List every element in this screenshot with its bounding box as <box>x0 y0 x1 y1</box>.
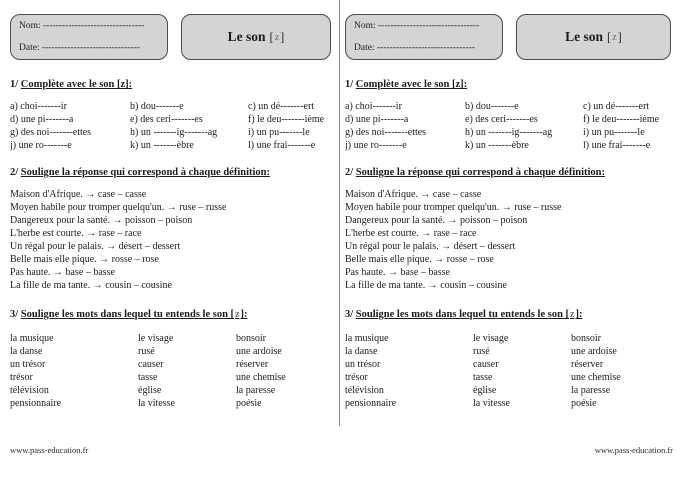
definition-line: Dangereux pour la santé. → poisson – poison <box>10 215 193 226</box>
worksheet-copy-right <box>339 0 679 480</box>
word-item: bonsoir <box>571 333 601 344</box>
exercise3-title-post: ]: <box>575 309 583 320</box>
exercise2-title: Souligne la réponse qui correspond à chaque définition: <box>20 167 271 178</box>
phoneme-symbol: z <box>612 31 617 43</box>
fill-in-item: b) dou-------e <box>130 101 184 112</box>
word-item: télévision <box>345 385 384 396</box>
definition-line: L'herbe est courte. → rase – race <box>345 228 477 239</box>
fill-in-item: c) un dé-------ert <box>583 101 650 112</box>
word-item: rusé <box>138 346 155 357</box>
exercise3-title <box>356 309 583 320</box>
fill-in-item: e) des ceri-------es <box>465 114 538 125</box>
phoneme-bracket-close: ] <box>280 29 285 44</box>
fill-in-item: d) une pi-------a <box>345 114 409 125</box>
word-item: la danse <box>345 346 378 357</box>
worksheet-header <box>345 14 671 60</box>
phoneme-bracket-close: ] <box>617 29 622 44</box>
exercise2-title: Souligne la réponse qui correspond à chaque définition: <box>355 167 606 178</box>
exercise3-words <box>345 332 671 410</box>
definition-line: Belle mais elle pique. → rosse – rose <box>10 254 159 265</box>
word-item: un trésor <box>10 359 46 370</box>
phoneme-bracket-open: [ <box>269 29 274 44</box>
fill-in-item: k) un -------èbre <box>130 140 194 151</box>
word-item: la danse <box>10 346 43 357</box>
exercise1-title: Complète avec le son [z]: <box>20 79 133 90</box>
date-field: Date: ------------------------------- <box>354 43 476 53</box>
exercise1-title: Complète avec le son [z]: <box>355 79 468 90</box>
exercise1-number: 1/ <box>345 79 354 90</box>
fill-in-item: g) des noi-------ettes <box>10 127 92 138</box>
word-item: une chemise <box>571 372 621 383</box>
fill-in-item: c) un dé-------ert <box>248 101 315 112</box>
worksheet-title-box <box>181 14 331 60</box>
word-item: causer <box>138 359 164 370</box>
definition-line: Maison d'Afrique. → case – casse <box>345 189 482 200</box>
exercise2-number: 2/ <box>345 167 354 178</box>
word-item: pensionnaire <box>10 398 62 409</box>
fill-in-item: a) choi-------ir <box>10 101 67 112</box>
exercise3-number: 3/ <box>10 309 19 320</box>
fill-in-item: l) une frai-------e <box>248 140 316 151</box>
exercise1-items <box>345 100 671 152</box>
exercise3-heading <box>10 309 331 320</box>
date-field: Date: ------------------------------- <box>19 43 141 53</box>
phoneme-symbol: z <box>235 309 240 320</box>
word-item: la musique <box>10 333 54 344</box>
fill-in-item: d) une pi-------a <box>10 114 74 125</box>
exercise2-number: 2/ <box>10 167 19 178</box>
fill-in-item: e) des ceri-------es <box>130 114 203 125</box>
definition-line: Moyen habile pour tromper quelqu'un. → ruse – russe <box>345 202 562 213</box>
word-item: le visage <box>138 333 174 344</box>
definition-line: La fille de ma tante. → cousin – cousine <box>10 280 172 291</box>
fill-in-item: h) un -------ig-------ag <box>465 127 553 138</box>
word-item: église <box>473 385 497 396</box>
fill-in-item: j) une ro-------e <box>345 140 407 151</box>
definition-line: Pas haute. → base – basse <box>345 267 450 278</box>
definition-line: Belle mais elle pique. → rosse – rose <box>345 254 494 265</box>
word-item: tasse <box>138 372 158 383</box>
exercise1-items <box>10 100 331 152</box>
word-item: un trésor <box>345 359 381 370</box>
word-item: poésie <box>236 398 262 409</box>
phoneme-symbol: z <box>570 309 575 320</box>
worksheet-header <box>10 14 331 60</box>
exercise1-heading <box>10 79 331 90</box>
fill-in-item: j) une ro-------e <box>10 140 72 151</box>
definition-line: Maison d'Afrique. → case – casse <box>10 189 147 200</box>
fill-in-item: i) un pu-------le <box>248 127 310 138</box>
word-item: trésor <box>345 372 368 383</box>
word-item: réserver <box>571 359 604 370</box>
definition-line: La fille de ma tante. → cousin – cousine <box>345 280 507 291</box>
exercise3-number: 3/ <box>345 309 354 320</box>
exercise1-heading <box>345 79 671 90</box>
word-item: trésor <box>10 372 33 383</box>
definition-line: Moyen habile pour tromper quelqu'un. → ruse – russe <box>10 202 227 213</box>
worksheet-title: Le son <box>565 29 604 44</box>
exercise2-heading <box>345 167 671 178</box>
exercise2-heading <box>10 167 331 178</box>
word-item: pensionnaire <box>345 398 397 409</box>
phoneme-symbol: z <box>274 31 280 43</box>
exercise3-title-post: ]: <box>240 309 248 320</box>
exercise3-title <box>21 309 248 320</box>
word-item: réserver <box>236 359 269 370</box>
worksheet-title-box <box>516 14 671 60</box>
fill-in-item: f) le deu-------ième <box>583 114 660 125</box>
nom-field: Nom: -------------------------------- <box>354 21 480 31</box>
nom-field: Nom: -------------------------------- <box>19 21 145 31</box>
word-item: la paresse <box>571 385 611 396</box>
word-item: la vitesse <box>138 398 175 409</box>
definition-line: Pas haute. → base – basse <box>10 267 115 278</box>
word-item: télévision <box>10 385 49 396</box>
definition-line: Un régal pour le palais. → désert – dessert <box>10 241 181 252</box>
fill-in-item: b) dou-------e <box>465 101 519 112</box>
website-footer: www.pass-education.fr <box>594 445 673 455</box>
word-item: le visage <box>473 333 509 344</box>
exercise3-words <box>10 332 331 410</box>
exercise1-number: 1/ <box>10 79 19 90</box>
phoneme-bracket-open: [ <box>607 29 612 44</box>
word-item: la paresse <box>236 385 276 396</box>
definition-line: Dangereux pour la santé. → poisson – poison <box>345 215 528 226</box>
definition-line: L'herbe est courte. → rase – race <box>10 228 142 239</box>
word-item: église <box>138 385 162 396</box>
word-item: la vitesse <box>473 398 510 409</box>
word-item: poésie <box>571 398 597 409</box>
word-item: une ardoise <box>571 346 617 357</box>
fill-in-item: k) un -------èbre <box>465 140 529 151</box>
exercise2-lines <box>10 188 331 292</box>
website-footer: www.pass-education.fr <box>10 445 89 455</box>
worksheet-copy-left <box>0 0 339 480</box>
word-item: la musique <box>345 333 389 344</box>
word-item: causer <box>473 359 499 370</box>
word-item: une chemise <box>236 372 286 383</box>
word-item: une ardoise <box>236 346 282 357</box>
word-item: rusé <box>473 346 490 357</box>
fill-in-item: h) un -------ig-------ag <box>130 127 218 138</box>
exercise3-heading <box>345 309 671 320</box>
word-item: bonsoir <box>236 333 266 344</box>
fill-in-item: l) une frai-------e <box>583 140 651 151</box>
fill-in-item: f) le deu-------ième <box>248 114 325 125</box>
name-date-box <box>10 14 168 60</box>
worksheet-title: Le son <box>227 29 266 44</box>
fill-in-item: a) choi-------ir <box>345 101 402 112</box>
exercise3-title-pre: Souligne les mots dans lequel tu entends le son [ <box>20 309 235 320</box>
fill-in-item: g) des noi-------ettes <box>345 127 427 138</box>
exercise3-title-pre: Souligne les mots dans lequel tu entends le son [ <box>355 309 570 320</box>
name-date-box <box>345 14 503 60</box>
exercise2-lines <box>345 188 671 292</box>
word-item: tasse <box>473 372 493 383</box>
fill-in-item: i) un pu-------le <box>583 127 645 138</box>
definition-line: Un régal pour le palais. → désert – dessert <box>345 241 516 252</box>
